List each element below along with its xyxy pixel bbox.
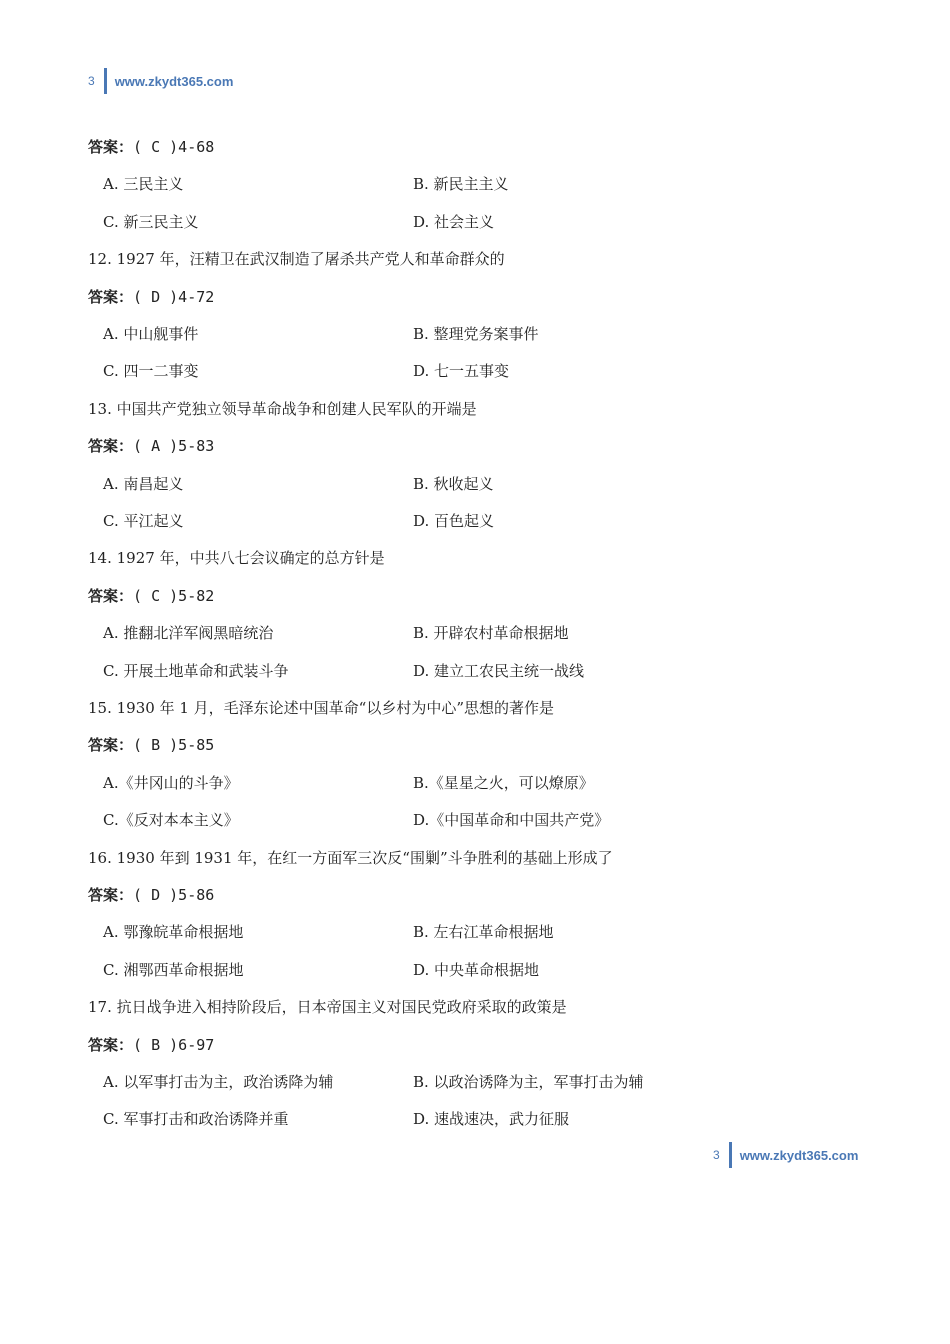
answer-value: ( B )5-85 [133,736,215,754]
option-left: C. 新三民主义 [103,213,199,231]
answer-line [88,436,214,456]
option-left: A. 以军事打击为主，政治诱降为辅 [103,1073,334,1091]
footer-site-link[interactable]: www.zkydt365.com [739,1147,859,1163]
option-right: B. 以政治诱降为主，军事打击为辅 [413,1073,644,1091]
answer-value: ( D )5-86 [133,886,215,904]
answer-line [88,735,214,755]
answer-value: ( D )4-72 [133,288,215,306]
answer-label: 答案： [88,587,134,605]
page-header [88,68,233,94]
answer-value: ( C )5-82 [133,587,215,605]
question-text: 15. 1930 年 1 月，毛泽东论述中国革命“以乡村为中心”思想的著作是 [88,699,554,717]
question-text: 17. 抗日战争进入相持阶段后，日本帝国主义对国民党政府采取的政策是 [88,998,567,1016]
answer-label: 答案： [88,736,134,754]
option-right: D. 建立工农民主统一战线 [413,662,585,680]
option-right: B. 开辟农村革命根据地 [413,624,569,642]
option-left: A.《井冈山的斗争》 [103,774,239,792]
option-left: C. 军事打击和政治诱降并重 [103,1110,289,1128]
option-right: B.《星星之火，可以燎原》 [413,774,594,792]
option-right: D. 中央革命根据地 [413,961,540,979]
answer-line [88,885,214,905]
option-left: C. 平江起义 [103,512,184,530]
question-text: 16. 1930 年到 1931 年，在红一方面军三次反“围剿”斗争胜利的基础上形成了 [88,849,613,867]
option-left: C. 湘鄂西革命根据地 [103,961,244,979]
option-right: D. 社会主义 [413,213,495,231]
answer-label: 答案： [88,288,134,306]
option-right: D.《中国革命和中国共产党》 [413,811,610,829]
header-divider [104,68,107,94]
option-right: D. 速战速决，武力征服 [413,1110,570,1128]
answer-line [88,586,214,606]
page-footer [713,1142,858,1168]
answer-value: ( B )6-97 [133,1036,215,1054]
answer-label: 答案： [88,437,134,455]
option-right: D. 七一五事变 [413,362,510,380]
option-left: A. 推翻北洋军阀黑暗统治 [103,624,274,642]
question-text: 13. 中国共产党独立领导革命战争和创建人民军队的开端是 [88,400,477,418]
answer-value: ( C )4-68 [133,138,215,156]
option-left: C.《反对本本主义》 [103,811,239,829]
option-right: B. 左右江革命根据地 [413,923,554,941]
option-left: A. 中山舰事件 [103,325,199,343]
footer-page-number: 3 [713,1148,720,1162]
option-right: B. 秋收起义 [413,475,494,493]
footer-divider [729,1142,732,1168]
question-text: 14. 1927 年，中共八七会议确定的总方针是 [88,549,385,567]
answer-line [88,137,214,157]
option-right: D. 百色起义 [413,512,495,530]
answer-label: 答案： [88,886,134,904]
answer-line [88,1035,214,1055]
option-left: A. 鄂豫皖革命根据地 [103,923,244,941]
header-site-link[interactable]: www.zkydt365.com [114,73,234,89]
option-left: A. 三民主义 [103,175,184,193]
option-right: B. 整理党务案事件 [413,325,539,343]
answer-line [88,287,214,307]
header-page-number: 3 [88,74,95,88]
answer-label: 答案： [88,138,134,156]
option-left: C. 四一二事变 [103,362,199,380]
option-left: A. 南昌起义 [103,475,184,493]
question-text: 12. 1927 年，汪精卫在武汉制造了屠杀共产党人和革命群众的 [88,250,505,268]
answer-label: 答案： [88,1036,134,1054]
answer-value: ( A )5-83 [133,437,215,455]
option-left: C. 开展土地革命和武装斗争 [103,662,289,680]
option-right: B. 新民主主义 [413,175,509,193]
